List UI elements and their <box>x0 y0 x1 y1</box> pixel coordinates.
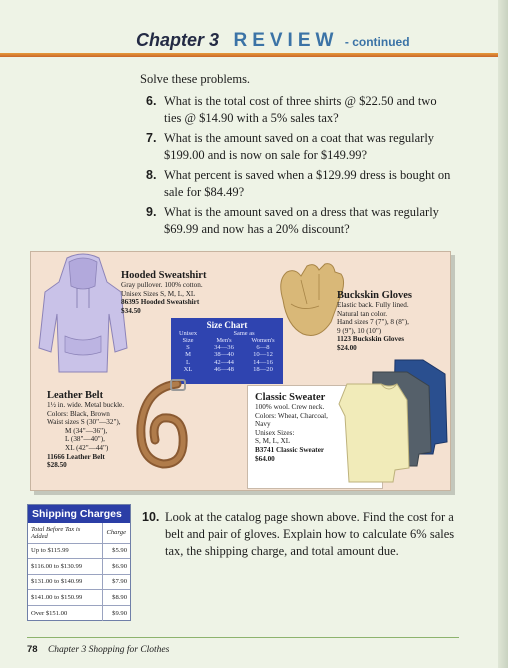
size-chart-title: Size Chart <box>206 320 248 330</box>
footer-text: Chapter 3 Shopping for Clothes <box>47 645 170 655</box>
shipping-charge: $9.90 <box>102 605 130 621</box>
size-chart-header-cell: Women's <box>251 337 275 344</box>
product-desc-line: Gray pullover. 100% cotton. <box>121 281 203 289</box>
table-row <box>28 543 130 559</box>
shipping-charges-table <box>27 504 131 621</box>
shipping-charge: $6.90 <box>102 559 130 575</box>
size-chart-row <box>171 344 283 351</box>
size-chart-header-cell: Size <box>182 337 194 344</box>
shipping-charge: $7.90 <box>102 574 130 590</box>
header-rule <box>0 53 498 57</box>
footer-rule <box>27 637 459 638</box>
chapter-label: Chapter 3 <box>136 30 220 50</box>
product-price: $64.00 <box>255 454 275 463</box>
problem-text: Look at the catalog page shown above. Find the cost for a belt and pair of gloves. Explain how to calculate 6% sales tax, the shipping charge, and total amount due. <box>165 510 455 558</box>
product-desc-line: Colors: Black, Brown <box>47 409 110 418</box>
leather-belt-image <box>133 378 193 470</box>
product-desc-line: Colors: Wheat, Charcoal, <box>255 411 328 420</box>
product-desc-line: Navy <box>255 420 271 429</box>
problem-text: What is the amount saved on a coat that was regularly $199.00 and is now on sale for $149.99? <box>164 131 435 162</box>
shipping-charge: $8.90 <box>102 590 130 606</box>
problem-number: 8. <box>146 168 157 182</box>
product-desc-line: L (38"—40"), <box>65 435 105 444</box>
shipping-charge: $5.90 <box>102 543 130 559</box>
problem-8 <box>146 167 456 201</box>
shipping-range: $131.00 to $140.99 <box>28 574 102 590</box>
product-item-number: 86395 Hooded Sweatshirt <box>121 298 200 307</box>
page-edge <box>498 0 508 668</box>
shipping-range: Over $151.00 <box>28 605 102 621</box>
page-number: 78 <box>27 644 38 655</box>
shipping-charges-title: Shipping Charges <box>28 505 130 523</box>
product-desc-line: 9 (9"), 10 (10") <box>337 326 382 335</box>
shipping-range: $116.00 to $130.99 <box>28 559 102 575</box>
size-chart-cell: 34—36 <box>214 344 234 351</box>
problem-text: What is the amount saved on a dress that was regularly $69.99 and now has a 20% discount? <box>164 205 439 236</box>
catalog-panel <box>30 251 451 491</box>
problem-text: What is the total cost of three shirts @ $22.50 and two ties @ $14.90 with a 5% sales tax? <box>164 94 437 125</box>
continued-label: - continued <box>344 35 410 49</box>
product-title: Classic Sweater <box>255 392 326 403</box>
shipping-header-total: Total Before Tax is Added <box>31 525 81 540</box>
size-chart-row <box>171 359 283 366</box>
product-desc-line: Unisex Sizes: <box>255 428 295 437</box>
size-chart-cell: 46—48 <box>214 366 234 374</box>
problem-number: 9. <box>146 205 157 219</box>
gloves-listing <box>337 290 449 353</box>
size-chart-cell: 14—16 <box>253 358 273 366</box>
product-desc-line: 1½ in. wide. Metal buckle. <box>47 401 125 409</box>
sweatshirt-listing <box>121 270 241 315</box>
product-price: $28.50 <box>47 461 67 470</box>
product-title: Leather Belt <box>47 390 104 401</box>
size-chart-cell: L <box>185 358 191 366</box>
problem-number: 7. <box>146 131 157 145</box>
table-row <box>28 559 130 575</box>
size-chart-header <box>171 330 283 337</box>
shipping-range: Up to $115.99 <box>28 543 102 559</box>
size-chart-header <box>171 337 283 344</box>
size-chart-row <box>171 351 283 358</box>
problem-10 <box>142 509 460 560</box>
problem-number: 10. <box>142 510 160 524</box>
problem-6 <box>146 93 456 127</box>
size-chart-row <box>171 366 283 373</box>
table-row <box>28 574 130 590</box>
size-chart-cell: XL <box>183 366 193 374</box>
size-chart-cell: 6—8 <box>256 344 270 351</box>
problem-number: 6. <box>146 94 157 108</box>
buckskin-gloves-image <box>273 260 347 342</box>
product-title: Hooded Sweatshirt <box>121 270 207 281</box>
size-chart-cell: 18—20 <box>253 366 273 374</box>
table-row <box>28 590 130 606</box>
size-chart-header-cell: Men's <box>216 337 232 344</box>
product-price: $34.50 <box>121 306 141 315</box>
product-title: Buckskin Gloves <box>337 290 412 301</box>
product-desc-line: 100% wool. Crew neck. <box>255 403 325 411</box>
problem-text: What percent is saved when a $129.99 dress is bought on sale for $84.49? <box>164 168 451 199</box>
product-price: $24.00 <box>337 343 357 352</box>
product-desc-line: Unisex Sizes S, M, L, XL <box>121 289 196 298</box>
product-desc-line: Hand sizes 7 (7"), 8 (8"), <box>337 318 409 327</box>
table-row <box>28 605 130 621</box>
product-desc-line: Natural tan color. <box>337 309 388 318</box>
size-chart-cell: S <box>186 344 190 351</box>
product-desc-line: Elastic back. Fully lined. <box>337 301 409 309</box>
size-chart-cell: 10—12 <box>253 351 273 359</box>
problem-7 <box>146 130 456 164</box>
classic-sweater-image <box>337 356 449 486</box>
page-header <box>136 30 410 52</box>
size-chart <box>171 318 283 384</box>
size-chart-cell: 42—44 <box>214 358 234 366</box>
product-desc-line: M (34"—36"), <box>65 426 108 435</box>
size-chart-header-cell: Same as <box>233 330 255 337</box>
product-desc-line: Waist sizes S (30"—32"), <box>47 418 121 427</box>
size-chart-cell: 38—40 <box>214 351 234 359</box>
product-item-number: B3741 Classic Sweater <box>255 445 325 454</box>
hooded-sweatshirt-image <box>37 252 129 380</box>
size-chart-header-cell: Unisex <box>178 330 198 337</box>
shipping-header-row <box>28 523 130 543</box>
page-footer <box>27 644 169 655</box>
shipping-range: $141.00 to $150.99 <box>28 590 102 606</box>
product-item-number: 1123 Buckskin Gloves <box>337 335 405 344</box>
instructions: Solve these problems. <box>140 72 251 86</box>
review-label: REVIEW <box>233 30 339 51</box>
problem-9 <box>146 204 456 238</box>
product-item-number: 11666 Leather Belt <box>47 452 105 461</box>
size-chart-cell: M <box>185 351 191 359</box>
product-desc-line: S, M, L, XL <box>255 437 291 446</box>
product-desc-line: XL (42"—44") <box>65 443 109 452</box>
shipping-header-charge: Charge <box>102 523 130 543</box>
